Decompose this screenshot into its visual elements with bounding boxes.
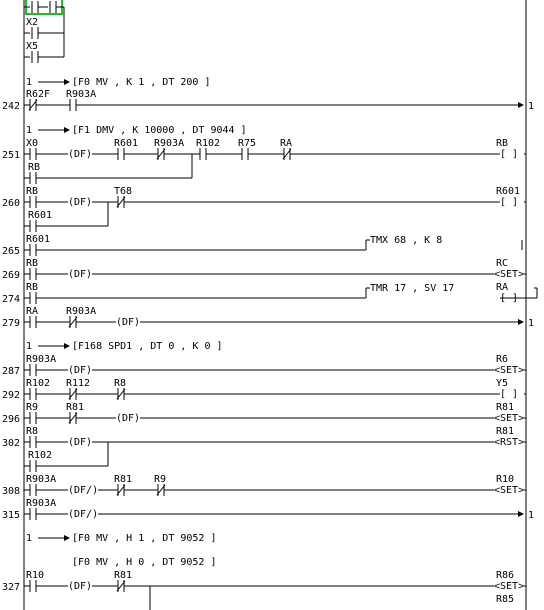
df-instruction: (DF) bbox=[68, 365, 93, 376]
timer-instruction: TMR 17 , SV 17 bbox=[370, 283, 455, 294]
df-instruction: (DF) bbox=[68, 269, 93, 280]
contact-label: R102 bbox=[28, 450, 53, 461]
coil-symbol: [ ] bbox=[500, 149, 519, 160]
coil-label: R86 bbox=[496, 570, 515, 581]
contact-label: X5 bbox=[26, 41, 39, 52]
df-instruction: (DF) bbox=[116, 413, 141, 424]
coil-label: Y5 bbox=[496, 378, 509, 389]
coil-label: R601 bbox=[496, 186, 521, 197]
df-instruction: (DF) bbox=[68, 581, 93, 592]
rung bbox=[2, 378, 526, 401]
rung bbox=[26, 125, 247, 136]
coil-label: R85 bbox=[496, 594, 515, 605]
rung bbox=[2, 89, 534, 112]
coil-symbol: <SET> bbox=[494, 413, 525, 424]
contact-label: RB bbox=[28, 162, 41, 173]
step-number: 242 bbox=[2, 101, 21, 112]
step-number: 287 bbox=[2, 366, 21, 377]
contact-label: R903A bbox=[66, 89, 97, 100]
timer-instruction: TMX 68 , K 8 bbox=[370, 235, 443, 246]
coil-symbol: <SET> bbox=[494, 581, 525, 592]
contact-label: R102 bbox=[196, 138, 221, 149]
coil-symbol: [ ] bbox=[500, 293, 519, 304]
step-number: 279 bbox=[2, 318, 21, 329]
step-number: 292 bbox=[2, 390, 21, 401]
function-instruction: [F0 MV , H 0 , DT 9052 ] bbox=[72, 557, 217, 568]
contact-label: R9 bbox=[154, 474, 167, 485]
rung bbox=[2, 402, 526, 425]
contact-label: R62F bbox=[26, 89, 51, 100]
coil-label: R81 bbox=[496, 426, 515, 437]
rung bbox=[2, 282, 537, 305]
rung bbox=[26, 533, 217, 544]
df-instruction: (DF/) bbox=[68, 485, 99, 496]
df-instruction: (DF/) bbox=[68, 509, 99, 520]
rung bbox=[2, 138, 526, 184]
jump-number: 1 bbox=[528, 510, 535, 521]
contact-label: R8 bbox=[114, 378, 127, 389]
contact-label: RB bbox=[26, 258, 39, 269]
contact-label: R601 bbox=[28, 210, 53, 221]
contact-label: T68 bbox=[114, 186, 133, 197]
coil-symbol: <RST> bbox=[494, 437, 525, 448]
function-instruction: [F168 SPD1 , DT 0 , K 0 ] bbox=[72, 341, 223, 352]
contact-label: R8 bbox=[26, 426, 39, 437]
step-number: 269 bbox=[2, 270, 21, 281]
contact-label: X0 bbox=[26, 138, 39, 149]
arrow-icon bbox=[64, 535, 70, 541]
contact-label: R903A bbox=[66, 306, 97, 317]
contact-label: R81 bbox=[114, 474, 133, 485]
rung bbox=[2, 426, 526, 472]
rung bbox=[72, 557, 217, 568]
jump-number: 1 bbox=[26, 341, 33, 352]
rung bbox=[2, 498, 534, 521]
jump-number: 1 bbox=[528, 318, 535, 329]
coil-label: RC bbox=[496, 258, 509, 269]
arrow-icon bbox=[518, 319, 524, 325]
contact-label: R9 bbox=[26, 402, 39, 413]
arrow-icon bbox=[64, 127, 70, 133]
rung bbox=[26, 341, 223, 352]
contact-label: R81 bbox=[66, 402, 85, 413]
coil-label: R81 bbox=[496, 402, 515, 413]
contact-label: R903A bbox=[154, 138, 185, 149]
step-number: 260 bbox=[2, 198, 21, 209]
coil-symbol: [ ] bbox=[500, 197, 519, 208]
contact-label: R102 bbox=[26, 378, 51, 389]
rung bbox=[2, 306, 534, 329]
df-instruction: (DF) bbox=[68, 149, 93, 160]
coil-symbol: <SET> bbox=[494, 365, 525, 376]
arrow-icon bbox=[64, 343, 70, 349]
function-instruction: [F0 MV , K 1 , DT 200 ] bbox=[72, 77, 211, 88]
contact-label: R112 bbox=[66, 378, 91, 389]
step-number: 265 bbox=[2, 246, 21, 257]
coil-symbol: <SET> bbox=[494, 485, 525, 496]
step-number: 315 bbox=[2, 510, 21, 521]
function-instruction: [F0 MV , H 1 , DT 9052 ] bbox=[72, 533, 217, 544]
coil-symbol: [ ] bbox=[500, 389, 519, 400]
coil-symbol: <SET> bbox=[494, 269, 525, 280]
coil-label: RA bbox=[496, 282, 509, 293]
header-rung bbox=[24, 0, 64, 63]
arrow-icon bbox=[64, 79, 70, 85]
arrow-icon bbox=[518, 102, 524, 108]
contact-label: R601 bbox=[114, 138, 139, 149]
rung bbox=[2, 474, 526, 497]
contact-label: RB bbox=[26, 282, 39, 293]
arrow-icon bbox=[518, 511, 524, 517]
coil-label: R10 bbox=[496, 474, 515, 485]
step-number: 308 bbox=[2, 486, 21, 497]
jump-number: 1 bbox=[26, 125, 33, 136]
rung bbox=[2, 354, 526, 377]
coil-label: R6 bbox=[496, 354, 509, 365]
contact-label: R903A bbox=[26, 354, 57, 365]
df-instruction: (DF) bbox=[116, 317, 141, 328]
step-number: 327 bbox=[2, 582, 21, 593]
contact-label: R903A bbox=[26, 474, 57, 485]
step-number: 296 bbox=[2, 414, 21, 425]
contact-label: R903A bbox=[26, 498, 57, 509]
rung bbox=[2, 570, 526, 610]
contact-label: RA bbox=[280, 138, 293, 149]
contact-label: RB bbox=[26, 186, 39, 197]
df-instruction: (DF) bbox=[68, 197, 93, 208]
contact-label: R75 bbox=[238, 138, 257, 149]
step-number: 302 bbox=[2, 438, 21, 449]
contact-label: RA bbox=[26, 306, 39, 317]
contact-label: R10 bbox=[26, 570, 45, 581]
contact-label: R601 bbox=[26, 234, 51, 245]
step-number: 274 bbox=[2, 294, 21, 305]
contact-label: X2 bbox=[26, 17, 39, 28]
df-instruction: (DF) bbox=[68, 437, 93, 448]
jump-number: 1 bbox=[528, 101, 535, 112]
jump-number: 1 bbox=[26, 533, 33, 544]
rung bbox=[2, 186, 526, 232]
jump-number: 1 bbox=[26, 77, 33, 88]
rung bbox=[2, 234, 522, 257]
contact-label: R81 bbox=[114, 570, 133, 581]
step-number: 251 bbox=[2, 150, 21, 161]
coil-label: RB bbox=[496, 138, 509, 149]
rung bbox=[2, 258, 526, 281]
rung bbox=[26, 77, 210, 88]
function-instruction: [F1 DMV , K 10000 , DT 9044 ] bbox=[72, 125, 247, 136]
